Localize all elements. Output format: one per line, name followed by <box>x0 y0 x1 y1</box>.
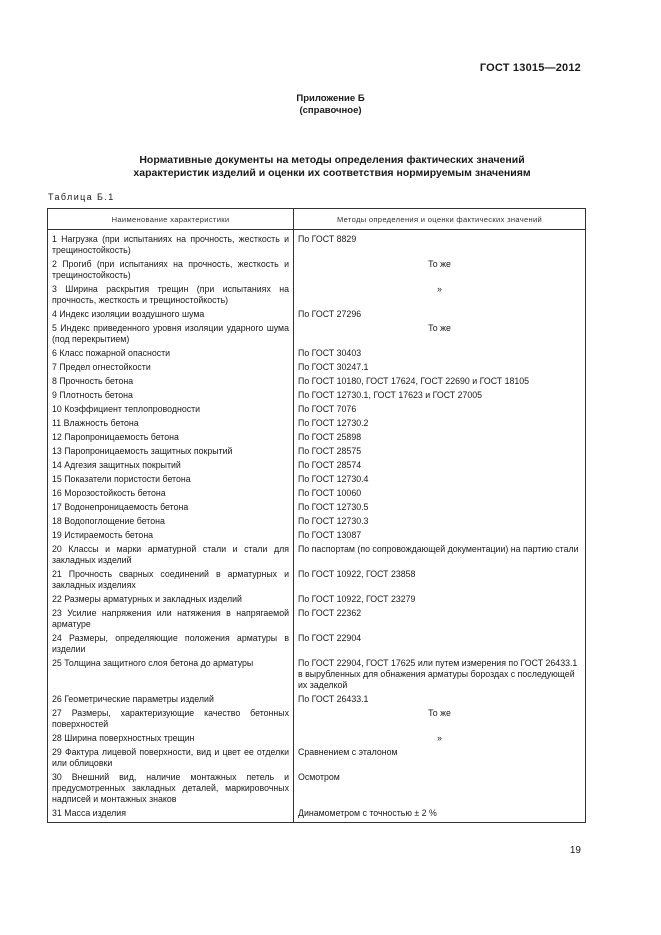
characteristic-cell: 3 Ширина раскрытия трещин (при испытаниях на прочность, жесткость и трещиностойкость) <box>48 284 294 309</box>
characteristic-cell: 25 Толщина защитного слоя бетона до арматуры <box>48 658 294 694</box>
table-header-row <box>48 209 586 230</box>
appendix-title: Приложение Б <box>296 93 365 104</box>
characteristic-cell: 12 Паропроницаемость бетона <box>48 432 294 446</box>
characteristic-cell: 11 Влажность бетона <box>48 418 294 432</box>
table-row <box>48 284 586 309</box>
characteristic-cell: 13 Паропроницаемость защитных покрытий <box>48 446 294 460</box>
method-cell: По ГОСТ 30247.1 <box>294 362 586 376</box>
column-header-characteristic: Наименование характеристики <box>48 209 294 230</box>
method-cell: По ГОСТ 12730.4 <box>294 474 586 488</box>
characteristic-cell: 8 Прочность бетона <box>48 376 294 390</box>
table-row <box>48 230 586 260</box>
document-title-line-2: характеристик изделий и оценки их соответствия нормируемым значениям <box>133 167 531 179</box>
characteristic-cell: 4 Индекс изоляции воздушного шума <box>48 309 294 323</box>
method-cell: По ГОСТ 10922, ГОСТ 23858 <box>294 569 586 594</box>
table-row <box>48 404 586 418</box>
characteristic-cell: 23 Усилие напряжения или натяжения в напрягаемой арматуре <box>48 608 294 633</box>
method-cell: По ГОСТ 12730.1, ГОСТ 17623 и ГОСТ 27005 <box>294 390 586 404</box>
method-cell: По паспортам (по сопровождающей документации) на партию стали <box>294 544 586 569</box>
table-row <box>48 544 586 569</box>
characteristic-cell: 15 Показатели пористости бетона <box>48 474 294 488</box>
column-header-methods: Методы определения и оценки фактических значений <box>294 209 586 230</box>
method-cell: Динамометром с точностью ± 2 % <box>294 808 586 823</box>
table-row <box>48 569 586 594</box>
table-row <box>48 808 586 823</box>
method-cell: То же <box>294 323 586 348</box>
page-number: 19 <box>569 845 581 856</box>
table-row <box>48 362 586 376</box>
table-row <box>48 747 586 772</box>
table-row <box>48 633 586 658</box>
characteristic-cell: 9 Плотность бетона <box>48 390 294 404</box>
table-row <box>48 432 586 446</box>
characteristic-cell: 5 Индекс приведенного уровня изоляции ударного шума (под перекрытием) <box>48 323 294 348</box>
method-cell: По ГОСТ 27296 <box>294 309 586 323</box>
table-row <box>48 733 586 747</box>
characteristic-cell: 30 Внешний вид, наличие монтажных петель и предусмотренных закладных деталей, маркировочных надписей и монтажных знаков <box>48 772 294 808</box>
characteristic-cell: 28 Ширина поверхностных трещин <box>48 733 294 747</box>
characteristic-cell: 2 Прогиб (при испытаниях на прочность, жесткость и трещиностойкость) <box>48 259 294 284</box>
method-cell: Осмотром <box>294 772 586 808</box>
table-row <box>48 708 586 733</box>
method-cell: По ГОСТ 28574 <box>294 460 586 474</box>
characteristic-cell: 21 Прочность сварных соединений в арматурных и закладных изделиях <box>48 569 294 594</box>
characteristic-cell: 18 Водопоглощение бетона <box>48 516 294 530</box>
characteristic-cell: 20 Классы и марки арматурной стали и стали для закладных изделий <box>48 544 294 569</box>
method-cell: По ГОСТ 7076 <box>294 404 586 418</box>
characteristic-cell: 29 Фактура лицевой поверхности, вид и цвет ее отделки или облицовки <box>48 747 294 772</box>
table-row <box>48 446 586 460</box>
method-cell: По ГОСТ 10060 <box>294 488 586 502</box>
table-row <box>48 418 586 432</box>
method-cell: То же <box>294 708 586 733</box>
table-row <box>48 390 586 404</box>
characteristic-cell: 7 Предел огнестойкости <box>48 362 294 376</box>
method-cell: По ГОСТ 10922, ГОСТ 23279 <box>294 594 586 608</box>
characteristic-cell: 22 Размеры арматурных и закладных изделий <box>48 594 294 608</box>
characteristic-cell: 17 Водонепроницаемость бетона <box>48 502 294 516</box>
characteristic-cell: 26 Геометрические параметры изделий <box>48 694 294 708</box>
method-cell: По ГОСТ 13087 <box>294 530 586 544</box>
table-row <box>48 772 586 808</box>
document-title-line-1: Нормативные документы на методы определения фактических значений <box>139 154 525 166</box>
method-cell: По ГОСТ 28575 <box>294 446 586 460</box>
characteristic-cell: 24 Размеры, определяющие положения арматуры в изделии <box>48 633 294 658</box>
table-row <box>48 594 586 608</box>
method-cell: По ГОСТ 12730.3 <box>294 516 586 530</box>
document-title <box>50 154 614 180</box>
standard-header: ГОСТ 13015—2012 <box>479 62 581 74</box>
method-cell: По ГОСТ 22362 <box>294 608 586 633</box>
method-cell: Сравнением с эталоном <box>294 747 586 772</box>
table-row <box>48 608 586 633</box>
method-cell: По ГОСТ 12730.2 <box>294 418 586 432</box>
method-cell: » <box>294 284 586 309</box>
table-row <box>48 376 586 390</box>
characteristic-cell: 31 Масса изделия <box>48 808 294 823</box>
table-row <box>48 502 586 516</box>
table-caption: Таблица Б.1 <box>48 192 115 202</box>
characteristic-cell: 1 Нагрузка (при испытаниях на прочность, жесткость и трещиностойкость) <box>48 230 294 260</box>
table-row <box>48 516 586 530</box>
method-cell: По ГОСТ 22904, ГОСТ 17625 или путем измерения по ГОСТ 26433.1 в вырубленных для обнажения арматуры бороздах с последующей их заделкой <box>294 658 586 694</box>
table-row <box>48 694 586 708</box>
method-cell: По ГОСТ 26433.1 <box>294 694 586 708</box>
table-row <box>48 488 586 502</box>
standards-table <box>47 208 586 823</box>
appendix-heading <box>0 93 661 117</box>
table-row <box>48 658 586 694</box>
characteristic-cell: 14 Адгезия защитных покрытий <box>48 460 294 474</box>
table-row <box>48 348 586 362</box>
method-cell: По ГОСТ 10180, ГОСТ 17624, ГОСТ 22690 и ГОСТ 18105 <box>294 376 586 390</box>
table-row <box>48 259 586 284</box>
method-cell: По ГОСТ 12730.5 <box>294 502 586 516</box>
characteristic-cell: 10 Коэффициент теплопроводности <box>48 404 294 418</box>
method-cell: По ГОСТ 22904 <box>294 633 586 658</box>
method-cell: » <box>294 733 586 747</box>
appendix-subtitle: (справочное) <box>299 105 362 116</box>
method-cell: По ГОСТ 30403 <box>294 348 586 362</box>
table-row <box>48 323 586 348</box>
characteristic-cell: 6 Класс пожарной опасности <box>48 348 294 362</box>
characteristic-cell: 19 Истираемость бетона <box>48 530 294 544</box>
method-cell: То же <box>294 259 586 284</box>
characteristic-cell: 27 Размеры, характеризующие качество бетонных поверхностей <box>48 708 294 733</box>
table-row <box>48 460 586 474</box>
characteristic-cell: 16 Морозостойкость бетона <box>48 488 294 502</box>
method-cell: По ГОСТ 25898 <box>294 432 586 446</box>
table-row <box>48 309 586 323</box>
method-cell: По ГОСТ 8829 <box>294 230 586 260</box>
table-row <box>48 474 586 488</box>
table-row <box>48 530 586 544</box>
